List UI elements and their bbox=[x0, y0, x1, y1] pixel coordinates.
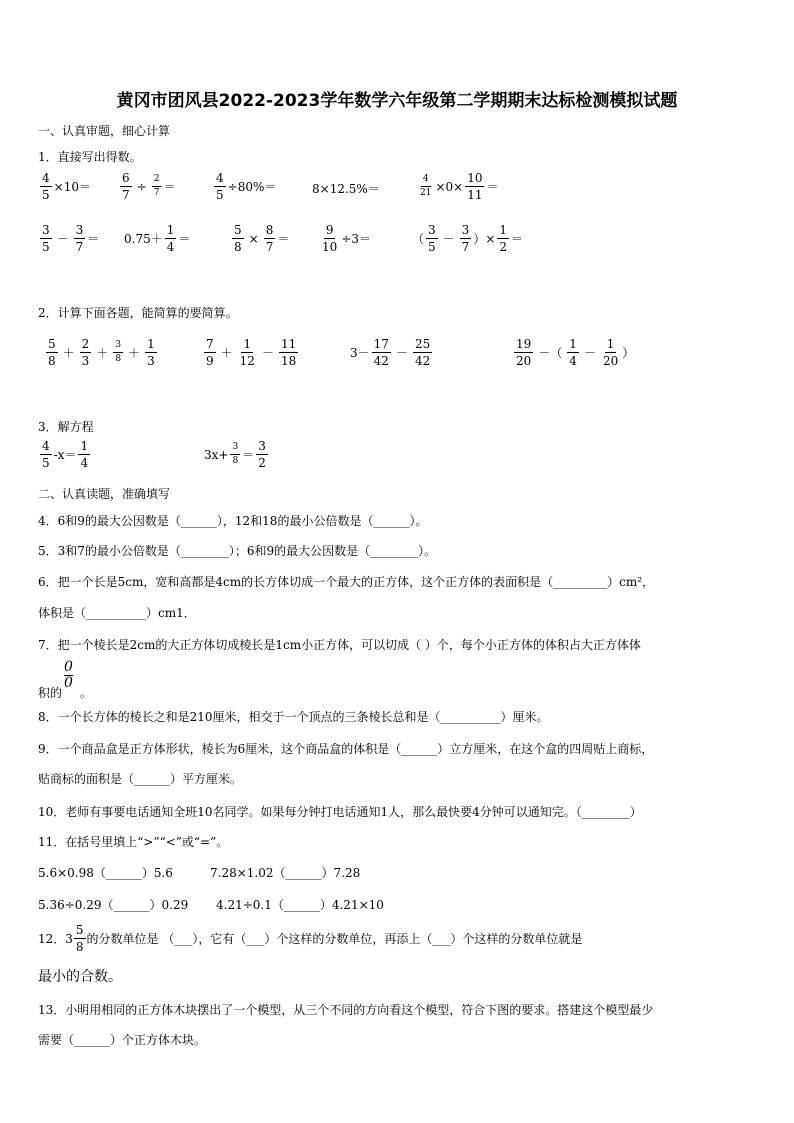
question-7-blank-fraction: 0 0 bbox=[64, 659, 73, 691]
section-1-heading: 一、认真审题，细心计算 bbox=[38, 124, 171, 138]
compare-1a: 5.6×0.98（______）5.6 bbox=[38, 866, 173, 880]
calc-1c: $\frac{4}{5}$ ÷80%＝ bbox=[216, 171, 277, 202]
question-8: 8．一个长方体的棱长之和是210厘米，相交于一个顶点的三条棱长总和是（__________）厘米。 bbox=[38, 710, 549, 724]
question-7-line-2: 积的 。 bbox=[38, 686, 93, 700]
question-9-line-1: 9．一个商品盒是正方体形状，棱长为6厘米，这个商品盒的体积是（______）立方厘米，在这个盒的四周贴上商标， bbox=[38, 742, 654, 756]
simplify-b: $\frac{7}{9}$ ＋ $\frac{1}{12}$ － $\frac{11}{18}$ bbox=[206, 337, 297, 368]
question-10: 10．老师有事要电话通知全班10名同学。如果每分钟打电话通知1人，那么最快要4分钟可以通知完。（________） bbox=[38, 805, 642, 819]
calc-1e: $\frac{4}{21}$ ×0× $\frac{10}{11}$ ＝ bbox=[420, 171, 499, 202]
calc-2b: 0.75＋ $\frac{1}{4}$ ＝ bbox=[124, 223, 191, 254]
section-2-heading: 二、认真读题，准确填写 bbox=[38, 487, 171, 501]
calc-1a: $\frac{4}{5}$ ×10＝ bbox=[42, 171, 91, 202]
question-6-line-2: 体积是（__________）cm1． bbox=[38, 606, 196, 620]
calc-2d: $\frac{9}{10}$ ÷3＝ bbox=[322, 223, 371, 254]
question-11: 11．在括号里填上“>”“<”或“=”。 bbox=[38, 835, 229, 849]
simplify-d: $\frac{19}{20}$ －（ $\frac{1}{4}$ － $\frac{1}{20}$ ） bbox=[516, 337, 635, 368]
compare-2b: 4.21÷0.1（______）4.21×10 bbox=[216, 898, 384, 912]
question-6-line-1: 6．把一个长是5cm，宽和高都是4cm的长方体切成一个最大的正方体，这个正方体的表面积是（_________）cm²， bbox=[38, 575, 655, 589]
question-13-line-1: 13．小明用相同的正方体木块摆出了一个模型，从三个不同的方向看这个模型，符合下图的要求。搭建这个模型最少 bbox=[38, 1003, 654, 1017]
question-3: 3．解方程 bbox=[38, 420, 94, 434]
question-9-line-2: 贴商标的面积是（______）平方厘米。 bbox=[38, 772, 243, 786]
simplify-a: $\frac{5}{8}$ ＋ $\frac{2}{3}$ ＋ $\frac{3}{8}$ ＋ $\frac{1}{3}$ bbox=[48, 337, 155, 368]
equation-a: $\frac{4}{5}$ -x＝ $\frac{1}{4}$ bbox=[42, 439, 89, 470]
question-7-line-1: 7．把一个棱长是2cm的大正方体切成棱长是1cm小正方体，可以切成（ ）个，每个小正方体的体积占大正方体体 bbox=[38, 638, 641, 652]
calc-2a: $\frac{3}{5}$ － $\frac{3}{7}$ ＝ bbox=[42, 223, 100, 254]
calc-1d: 8×12.5%＝ bbox=[312, 182, 380, 196]
calc-1b: $\frac{6}{7}$ ÷ $\frac{2}{7}$ ＝ bbox=[122, 171, 176, 202]
question-2: 2．计算下面各题，能简算的要简算。 bbox=[38, 306, 238, 320]
question-12-line-2: 最小的合数。 bbox=[38, 969, 122, 985]
compare-2a: 5.36÷0.29（______）0.29 bbox=[38, 898, 189, 912]
calc-2c: $\frac{5}{8}$ × $\frac{8}{7}$ ＝ bbox=[234, 223, 290, 254]
page-title: 黄冈市团风县2022-2023学年数学六年级第二学期期末达标检测模拟试题 bbox=[116, 91, 678, 111]
question-4: 4．6和9的最大公因数是（______），12和18的最小公倍数是（______）。 bbox=[38, 514, 428, 528]
question-5: 5．3和7的最小公倍数是（________）；6和9的最大公因数是（________）。 bbox=[38, 544, 437, 558]
question-13-line-2: 需要（______）个正方体木块。 bbox=[38, 1033, 207, 1047]
compare-1b: 7.28×1.02（______）7.28 bbox=[210, 866, 361, 880]
equation-b: 3x+ $\frac{3}{8}$ ＝ $\frac{3}{2}$ bbox=[204, 439, 266, 470]
question-12-line-1: 12．3 $\frac{5}{8}$ 的分数单位是 （___），它有（___）个这样的分数单位，再添上（___）个这样的分数单位就是 bbox=[38, 923, 583, 954]
simplify-c: 3－ $\frac{17}{42}$ － $\frac{25}{42}$ bbox=[350, 337, 431, 368]
question-1: 1．直接写出得数。 bbox=[38, 150, 142, 164]
calc-2e: （ $\frac{3}{5}$ － $\frac{3}{7}$ ）× $\frac{1}{2}$ ＝ bbox=[412, 223, 524, 254]
